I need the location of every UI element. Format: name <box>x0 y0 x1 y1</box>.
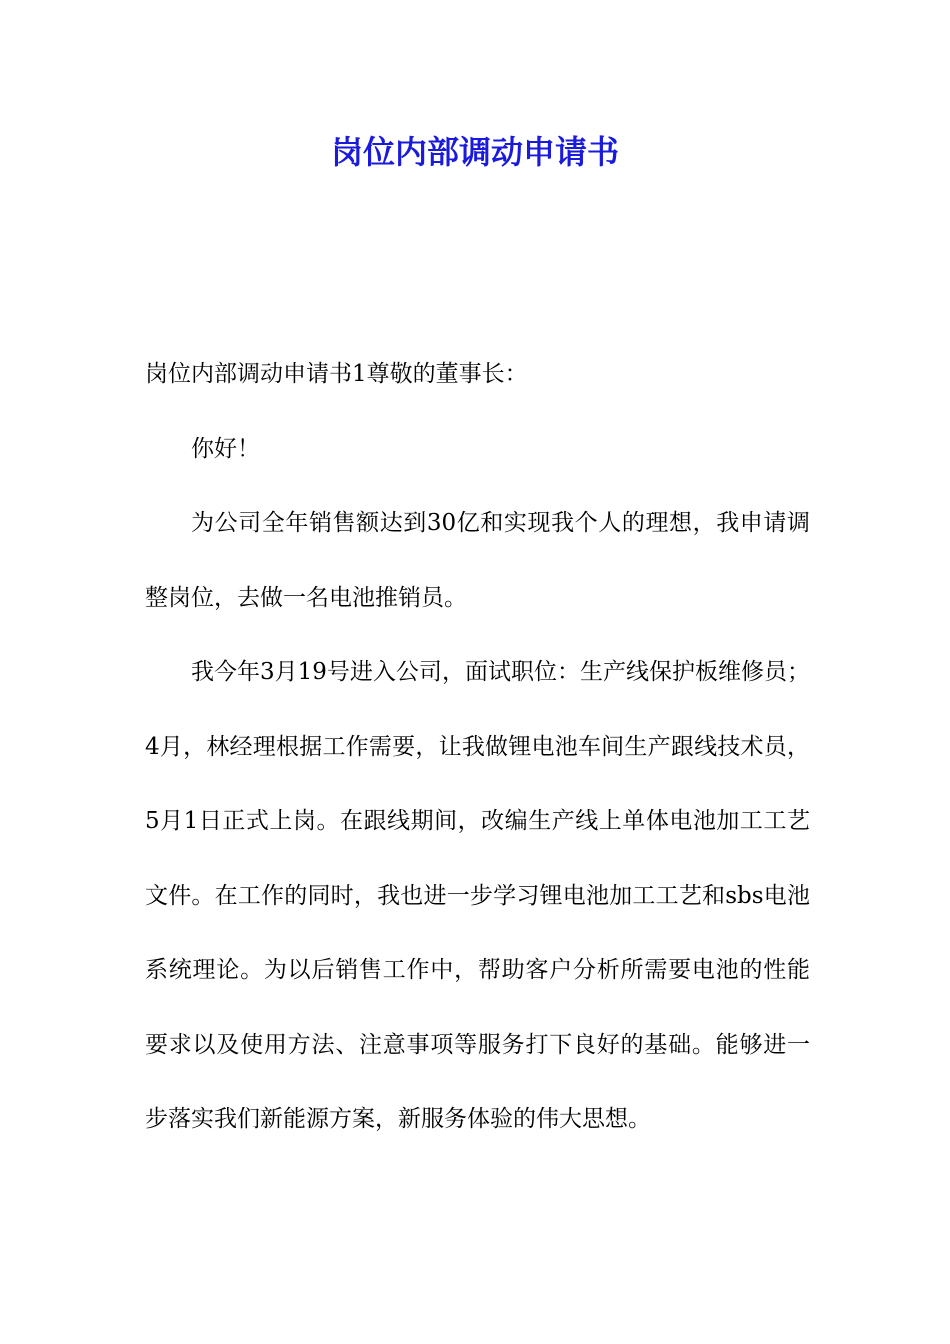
salutation-paragraph: 岗位内部调动申请书1尊敬的董事长： <box>145 361 528 387</box>
document-body <box>145 337 810 1157</box>
greeting-paragraph: 你好！ <box>191 435 260 462</box>
document-title: 岗位内部调动申请书 <box>330 133 619 171</box>
request-paragraph: 为公司全年销售额达到30亿和实现我个人的理想，我申请调整岗位，去做一名电池推销员。 <box>145 510 810 611</box>
experience-paragraph: 我今年3月19号进入公司，面试职位：生产线保护板维修员；4月，林经理根据工作需要，让我做锂电池车间生产跟线技术员，5月1日正式上岗。在跟线期间，改编生产线上单体电池加工工艺文件。在工作的同时，我也进一步学习锂电池加工工艺和sbs电池系统理论。为以后销售工作中，帮助客户分析所需要电池的性能要求以及使用方法、注意事项等服务打下良好的基础。能够进一步落实我们新能源方案，新服务体验的伟大思想。 <box>145 659 810 1132</box>
